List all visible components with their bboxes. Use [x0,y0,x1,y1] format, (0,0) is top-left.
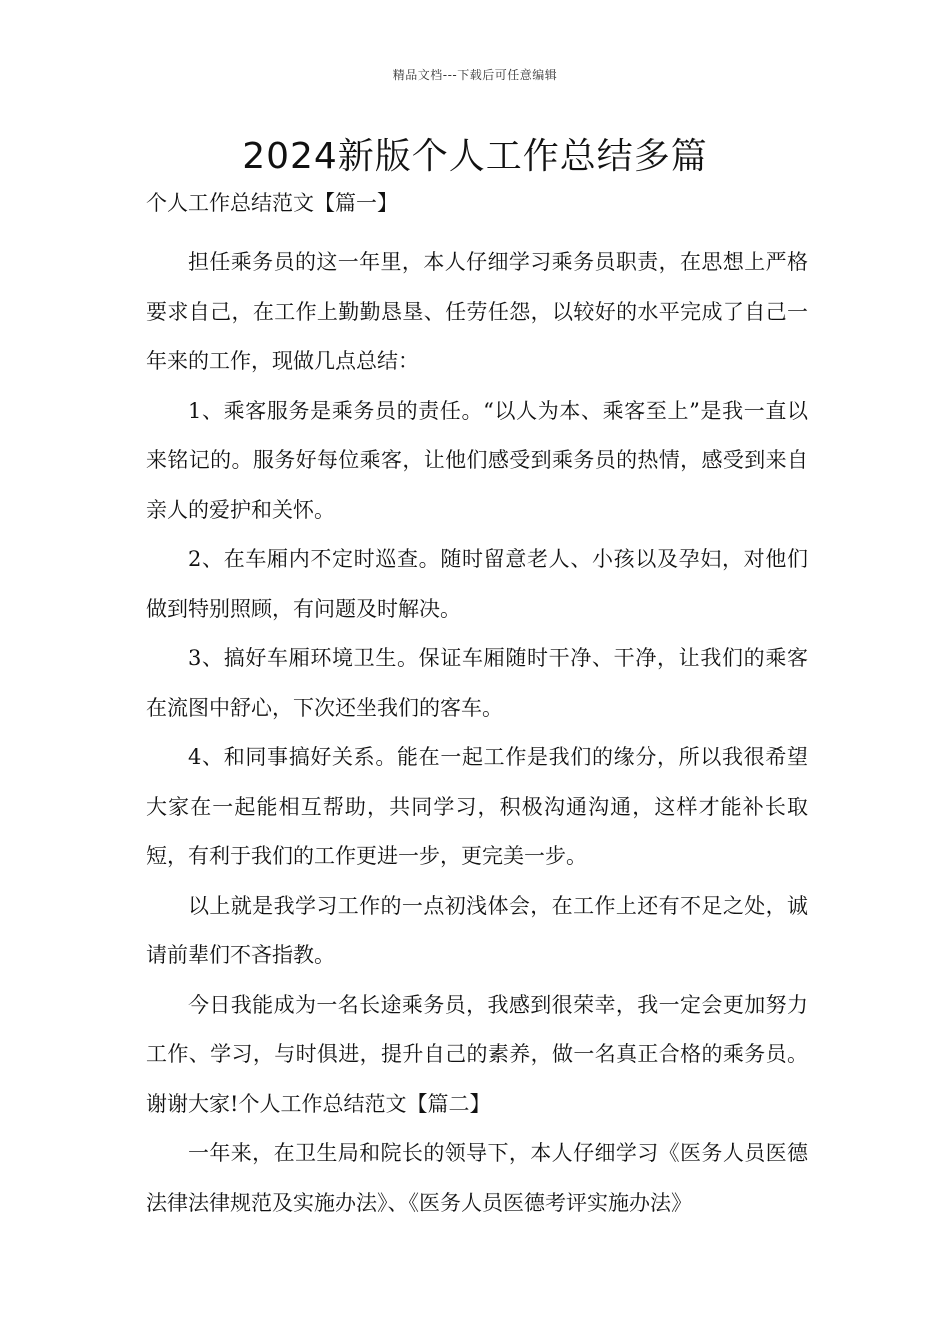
paragraph-point-3: 3、搞好车厢环境卫生。保证车厢随时干净、干净，让我们的乘客在流图中舒心，下次还坐我们的客车。 [146,646,808,720]
paragraph-point-2: 2、在车厢内不定时巡查。随时留意老人、小孩以及孕妇，对他们做到特别照顾，有问题及时解决。 [146,547,808,621]
page-header-watermark: 精品文档---下载后可任意编辑 [392,68,558,82]
paragraph-intro: 担任乘务员的这一年里，本人仔细学习乘务员职责，在思想上严格要求自己，在工作上勤勤恳垦、任劳任怨，以较好的水平完成了自己一年来的工作，现做几点总结： [146,250,808,373]
section-heading-part-one: 个人工作总结范文【篇一】 [146,191,398,215]
paragraph-point-1: 1、乘客服务是乘务员的责任。“以人为本、乘客至上”是我一直以来铭记的。服务好每位乘客，让他们感受到乘务员的热情，感受到来自亲人的爱护和关怀。 [146,398,808,522]
paragraph-point-4: 4、和同事搞好关系。能在一起工作是我们的缘分，所以我很希望大家在一起能相互帮助，共同学习，积极沟通沟通，这样才能补长取短，有利于我们的工作更进一步，更完美一步。 [146,745,808,868]
document-title: 2024新版个人工作总结多篇 [242,136,708,177]
paragraph-part-two-intro: 一年来，在卫生局和院长的领导下，本人仔细学习《医务人员医德法律法律规范及实施办法》、《医务人员医德考评实施办法》 [146,1141,808,1215]
document-body [146,178,808,1228]
paragraph-closing: 今日我能成为一名长途乘务员，我感到很荣幸，我一定会更加努力工作、学习，与时俱进，提升自己的素养，做一名真正合格的乘务员。谢谢大家!个人工作总结范文【篇二】 [146,992,808,1116]
paragraph-summary: 以上就是我学习工作的一点初浅体会，在工作上还有不足之处，诚请前辈们不吝指教。 [146,893,808,967]
